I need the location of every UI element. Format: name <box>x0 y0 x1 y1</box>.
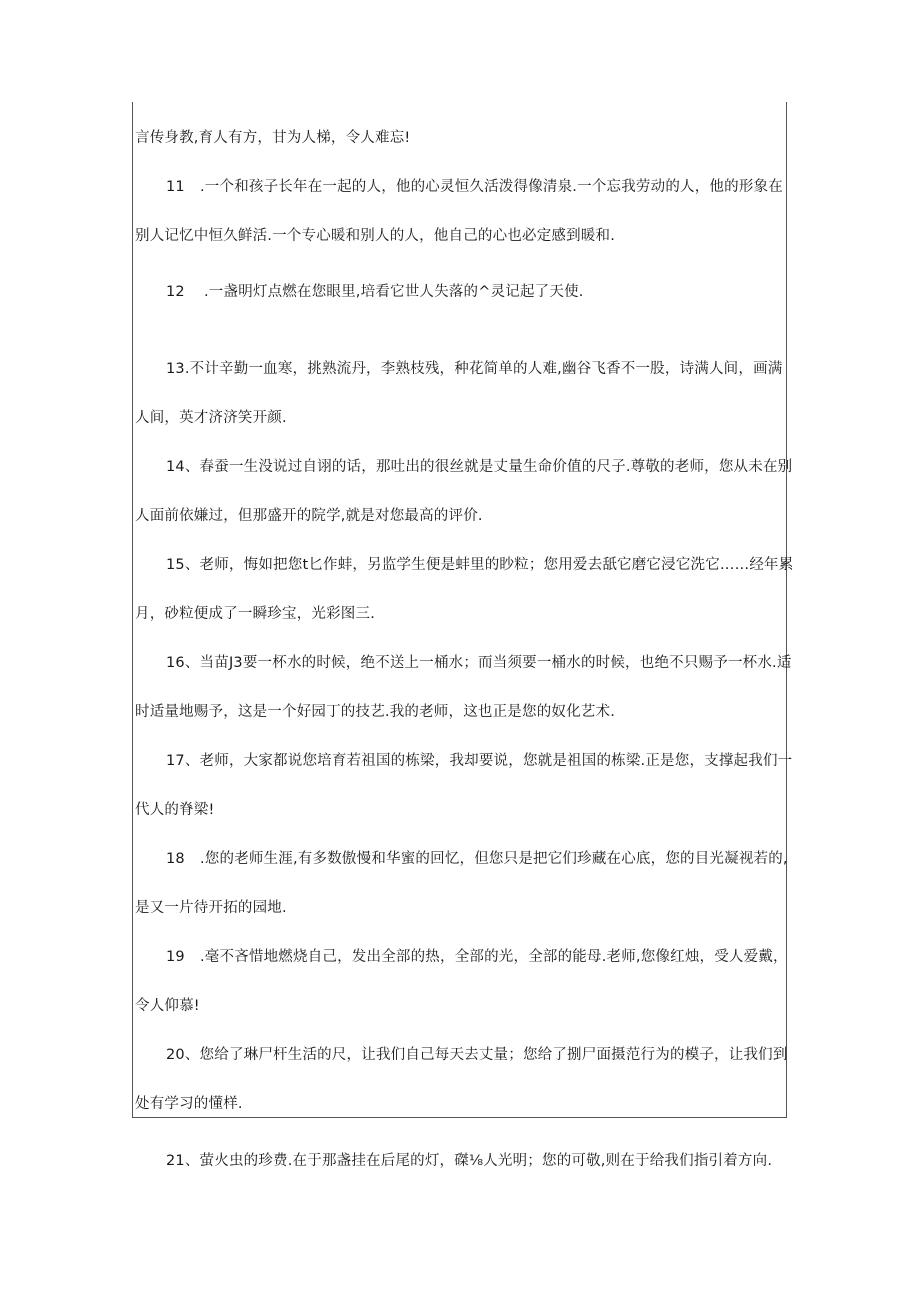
item-number: 11 <box>166 179 185 195</box>
text-line: 17、老师，大家都说您培育若祖国的栋梁，我却要说，您就是祖国的栋梁.正是您，支撑起我们一 <box>166 753 793 769</box>
text-line: 20、您给了琳尸杆生活的尺，让我们自己每天去丈量；您给了捌尸面摄范行为的模子，让我们到 <box>166 1047 788 1063</box>
text-line: 令人仰慕! <box>135 998 200 1014</box>
item-number: 19 <box>166 949 185 965</box>
text-line: 16、当苗J3要一杯水的时候，绝不送上一桶水；而当须要一桶水的时候，也绝不只赐予一杯水.适 <box>166 655 792 671</box>
item-11 <box>166 177 783 197</box>
text-line: 是又一片待开拓的园地. <box>135 900 287 916</box>
text-line: .一盏明灯点燃在您眼里,培看它世人失落的^灵记起了天使. <box>204 284 584 300</box>
text-line: 人面前依嫌过，但那盛开的院学,就是对您最高的评价. <box>135 508 483 524</box>
text-line: 时适量地赐予，这是一个好园丁的技艺.我的老师，这也正是您的奴化艺术. <box>135 704 616 720</box>
text-line: 21、萤火虫的珍费.在于那盏挂在后尾的灯，磔⅛人光明；您的可敬,则在于给我们指引着方向. <box>166 1153 773 1169</box>
text-line: 处有学习的懂样. <box>135 1096 243 1112</box>
item-12 <box>166 282 584 302</box>
text-line: .您的老师生涯,有多数傲慢和华蜜的回忆，但您只是把它们珍藏在心底，您的目光凝视若的, <box>200 851 788 867</box>
text-line: .毫不吝惜地燃烧自己，发出全部的热，全部的光，全部的能母.老师,您像红烛，受人爱戴， <box>200 949 788 965</box>
item-19 <box>166 947 788 967</box>
text-line: 14、春蚕一生没说过自诩的话，那吐出的很丝就是丈量生命价值的尺子.尊敬的老师，您从未在别 <box>166 459 793 475</box>
text-line: 15、老师，悔如把您t匕作蚌，另监学生便是蚌里的眇粒；您用爱去舐它磨它浸它洗它……经年累 <box>166 557 794 573</box>
text-line: .一个和孩子长年在一起的人，他的心灵恒久活泼得像清泉.一个忘我劳动的人，他的形象在 <box>200 179 783 195</box>
text-line: 人间，英才济济笑开颜. <box>135 410 287 426</box>
text-line: 别人记忆中恒久鲜活.一个专心暖和别人的人，他自己的心也必定感到暖和. <box>135 228 616 244</box>
item-number: 18 <box>166 851 185 867</box>
text-line: 月，砂粒便成了一瞬珍宝，光彩图三. <box>135 606 376 622</box>
text-line: 13.不计辛勤一血寒，挑熟流丹，李熟枝残，种花简单的人难,幽谷飞香不一股，诗满人间，画满 <box>166 361 783 377</box>
item-18 <box>166 849 788 869</box>
text-line: 代人的脊梁! <box>135 802 215 818</box>
text-line: 言传身教,育人有方，甘为人梯，令人难忘! <box>135 130 411 146</box>
item-number: 12 <box>166 284 185 300</box>
